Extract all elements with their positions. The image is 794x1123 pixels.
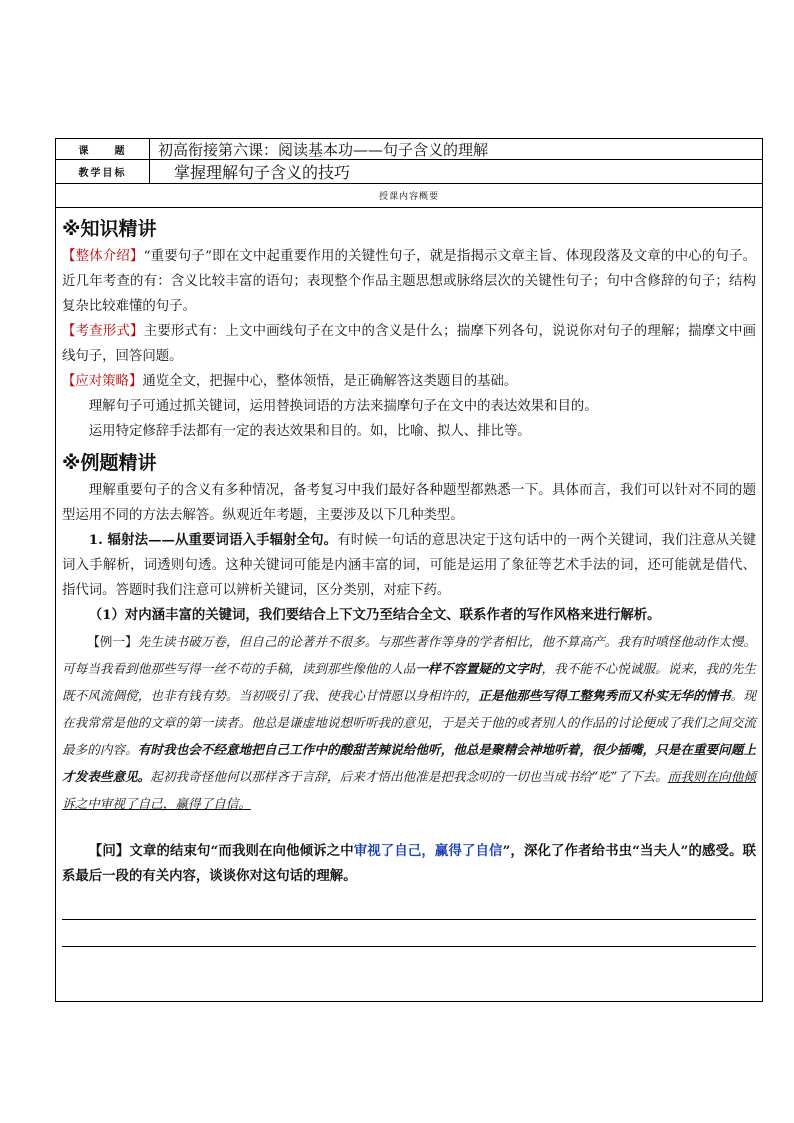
method-paragraph [62,528,756,603]
goal-text: 掌握理解句子含义的技巧 [174,163,351,182]
example-underlined-sentence: 而我则在向他倾诉之中审视了自己，赢得了自信。 [62,769,757,811]
strategy-paragraph [62,369,756,394]
example-text-2: ，我不能不心悦诚服。说来，我的先生既不风流倜傥，也非有钱有势。当初吸引了我、使我心甘情愿以身相许的， [62,661,757,703]
example-bold-1: 一样不容置疑的文字时 [415,661,542,676]
lesson-row [55,138,763,160]
question-paragraph [62,839,756,889]
intro-text: “重要句子”即在文中起重要作用的关键性句子，就是指揭示文章主旨、体现段落及文章的中心的句子。近几年考查的有：含义比较丰富的语句；表现整个作品主题思想或脉络层次的关键性句子；句中含修辞的句子；结构复杂比较难懂的句子。 [62,249,756,314]
method-title: 1. 辐射法——从重要词语入手辐射全句。 [88,532,338,548]
tip-2: 运用特定修辞手法都有一定的表达效果和目的。如，比喻、拟人、排比等。 [88,424,531,439]
example-text-4: 起初我奇怪他何以那样吝于言辞，后来才悟出他准是把我念叨的一切也当成书给“吃”了下去。 [150,769,668,784]
example-bold-2: 正是他那些写得工整隽秀而又朴实无华的情书 [478,688,731,703]
sub-title: （1）对内涵丰富的关键词，我们要结合上下文乃至结合全文、联系作者的写作风格来进行解析。 [88,607,661,623]
question-highlight: 审视了自己，赢得了自信 [353,843,503,859]
content-body [55,208,763,1002]
knowledge-heading: ※知识精讲 [62,218,157,240]
goal-row [55,160,763,184]
form-text: 主要形式有：上文中画线句子在文中的含义是什么；揣摩下列各句，说说你对句子的理解；揣摩文中画线句子，回答问题。 [62,324,757,364]
question-tag: 【问】 [88,843,130,859]
question-text-1: 文章的结束句“而我则在向他倾诉之中 [129,843,354,859]
method-text: 有时候一句话的意思决定于这句话中的一两个关键词，我们注意从关键词入手解析，词透则句透。这种关键词可能是内涵丰富的词，可能是运用了象征等艺术手法的词，还可能就是借代、指代词。答题时我们注意可以辨析关键词，区分类别，对症下药。 [62,533,757,598]
strategy-text: 通览全文，把握中心，整体领悟，是正确解答这类题目的基础。 [142,374,518,389]
intro-tag: 【整体介绍】 [62,249,144,264]
form-paragraph [62,319,756,369]
strategy-tag: 【应对策略】 [62,374,143,389]
example-text-3: 。现在我常常是他的文章的第一读者。他总是谦虚地说想听听我的意见，于是关于他的或者别人的作品的讨论便成了我们之间交流最多的内容。 [62,688,757,757]
question-text-2: ”，深化了作者给书虫“当夫人”的感受。联系最后一段的有关内容，谈谈你对这句话的理解。 [62,843,756,884]
lesson-sheet [55,138,763,1002]
examples-intro: 理解重要句子的含义有多种情况，备考复习中我们最好各种题型都熟悉一下。具体而言，我们可以针对不同的题型运用不同的方法去解答。纵观近年考题，主要涉及以下几种类型。 [62,483,756,523]
answer-line-1[interactable] [62,893,756,920]
example-bold-3: 有时我也会不经意地把自己工作中的酸甜苦辣说给他听，他总是聚精会神地听着，很少插嘴，只是在重要问题上才发表些意见。 [62,742,757,784]
tip-1: 理解句子可通过抓关键词，运用替换词语的方法来揣摩句子在文中的表达效果和目的。 [88,399,598,414]
example-passage [62,628,756,817]
lesson-label: 课 题 [56,139,150,159]
example-text-1: 先生读书破万卷，但自己的论著并不很多。与那些著作等身的学者相比，他不算高产。我有时嗔怪他动作太慢。可每当我看到他那些写得一丝不苟的手稿，读到那些像他的人品 [62,634,757,676]
lesson-title: 初高衔接第六课：阅读基本功——句子含义的理解 [158,140,489,159]
goal-label: 教学目标 [56,160,150,183]
overview-label: 授课内容概要 [55,184,763,208]
example-tag: 【例一】 [87,634,138,649]
intro-paragraph [62,244,756,319]
form-tag: 【考查形式】 [62,324,144,339]
examples-heading: ※例题精讲 [62,452,157,474]
answer-line-2[interactable] [62,920,756,947]
